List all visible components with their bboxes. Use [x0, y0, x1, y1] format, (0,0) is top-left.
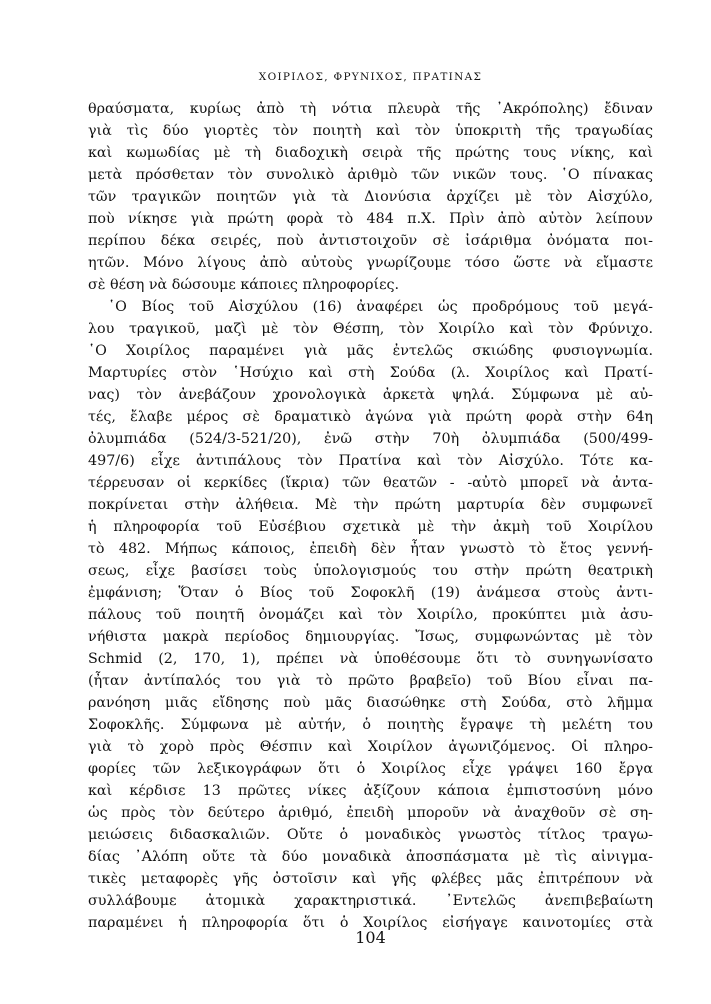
text-line: ὀλυμπιάδα (524/3-521/20), ἐνῶ στὴν 70ὴ ὀλυμπιάδα (500/499-	[88, 431, 653, 447]
text-line: ποκρίνεται στὴν ἀλήθεια. Μὲ τὴν πρώτη μαρτυρία δὲν συμφωνεῖ	[88, 497, 653, 513]
text-line: σὲ θέση νὰ δώσουμε κάποιες πληροφορίες.	[88, 277, 400, 293]
text-line: καὶ κέρδισε 13 πρῶτες νίκες ἀξίζουν κάποια ἐμπιστοσύνη μόνο	[88, 783, 653, 799]
text-line: γιὰ τὸ χορὸ πρὸς Θέσπιν καὶ Χοιρίλον ἀγωνιζόμενος. Οἱ πληρο-	[88, 739, 653, 755]
page-number: 104	[355, 928, 386, 947]
text-line: τές, ἔλαβε μέρος σὲ δραματικὸ ἀγώνα γιὰ πρώτη φορὰ στὴν 64η	[88, 409, 653, 425]
text-line: ρανόηση μιᾶς εἴδησης ποὺ μᾶς διασώθηκε στὴ Σούδα, στὸ λῆμμα	[88, 695, 653, 711]
text-line: ῾Ο Βίος τοῦ Αἰσχύλου (16) ἀναφέρει ὡς προδρόμους τοῦ μεγά-	[108, 299, 653, 315]
text-line: Schmid (2, 170, 1), πρέπει νὰ ὑποθέσουμε ὅτι τὸ συνηγωνίσατο	[88, 651, 653, 667]
body-text	[88, 98, 653, 934]
text-line: ὡς πρὸς τὸν δεύτερο ἀριθμό, ἐπειδὴ μποροῦν νὰ ἀναχθοῦν σὲ ση-	[88, 805, 653, 821]
text-line: Σοφοκλῆς. Σύμφωνα μὲ αὐτήν, ὁ ποιητὴς ἔγραψε τὴ μελέτη του	[88, 717, 653, 733]
text-line: συλλάβουμε ἀτομικὰ χαρακτηριστικά. ᾿Εντελῶς ἀνεπιβεβαίωτη	[88, 893, 653, 909]
text-line: παραμένει ἡ πληροφορία ὅτι ὁ Χοιρίλος εἰσήγαγε καινοτομίες στὰ	[88, 915, 653, 931]
text-line: νήθιστα μακρὰ περίοδος δημιουργίας. Ἴσως, συμφωνώντας μὲ τὸν	[88, 629, 653, 645]
text-line: φορίες τῶν λεξικογράφων ὅτι ὁ Χοιρίλος εἶχε γράψει 160 ἔργα	[88, 761, 653, 777]
text-line: δίας ᾿Αλόπη οὔτε τὰ δύο μοναδικὰ ἀποσπάσματα μὲ τὶς αἰνιγμα-	[88, 849, 653, 865]
text-line: ῾Ο Χοιρίλος παραμένει γιὰ μᾶς ἐντελῶς σκιώδης φυσιογνωμία.	[88, 343, 653, 359]
text-line: καὶ κωμωδίας μὲ τὴ διαδοχικὴ σειρὰ τῆς πρώτης τους νίκης, καὶ	[88, 145, 653, 161]
text-line: τικὲς μεταφορὲς γῆς ὀστοῖσιν καὶ γῆς φλέβες μᾶς ἐπιτρέπουν νὰ	[88, 871, 653, 887]
text-line: μετὰ πρόσθεταν τὸν συνολικὸ ἀριθμὸ τῶν νικῶν τους. ῾Ο πίνακας	[88, 167, 653, 183]
text-line: τὸ 482. Μήπως κάποιος, ἐπειδὴ δὲν ἦταν γνωστὸ τὸ ἔτος γεννή-	[88, 541, 653, 557]
text-line: 497/6) εἶχε ἀντιπάλους τὸν Πρατίνα καὶ τὸν Αἰσχύλο. Τότε κα-	[88, 453, 653, 469]
text-line: (ἦταν ἀντίπαλός του γιὰ τὸ πρῶτο βραβεῖο) τοῦ Βίου εἶναι πα-	[88, 673, 653, 689]
running-head: ΧΟΙΡΙΛΟΣ, ΦΡΥΝΙΧΟΣ, ΠΡΑΤΙΝΑΣ	[258, 71, 483, 83]
text-line: σεως, εἶχε βασίσει τοὺς ὑπολογισμούς του στὴν πρώτη θεατρικὴ	[88, 563, 653, 579]
text-line: πάλους τοῦ ποιητῆ ὀνομάζει καὶ τὸν Χοιρίλο, προκύπτει μιὰ ἀσυ-	[88, 607, 653, 623]
text-line: θραύσματα, κυρίως ἀπὸ τὴ νότια πλευρὰ τῆς ᾿Ακρόπολης) ἔδιναν	[88, 101, 653, 117]
text-line: Μαρτυρίες στὸν ῾Ησύχιο καὶ στὴ Σούδα (λ. Χοιρίλος καὶ Πρατί-	[88, 365, 653, 381]
text-line: γιὰ τὶς δύο γιορτὲς τὸν ποιητὴ καὶ τὸν ὑποκριτὴ τῆς τραγωδίας	[88, 123, 653, 139]
text-line: λου τραγικοῦ, μαζὶ μὲ τὸν Θέσπη, τὸν Χοιρίλο καὶ τὸν Φρύνιχο.	[88, 321, 653, 337]
text-line: περίπου δέκα σειρές, ποὺ ἀντιστοιχοῦν σὲ ἰσάριθμα ὀνόματα ποι-	[88, 233, 653, 249]
text-line: ητῶν. Μόνο λίγους ἀπὸ αὐτοὺς γνωρίζουμε τόσο ὥστε νὰ εἴμαστε	[88, 255, 653, 271]
text-line: μειώσεις διδασκαλιῶν. Οὔτε ὁ μοναδικὸς γνωστὸς τίτλος τραγω-	[88, 827, 653, 843]
text-line: ἡ πληροφορία τοῦ Εὐσέβιου σχετικὰ μὲ τὴν ἀκμὴ τοῦ Χοιρίλου	[88, 519, 653, 535]
text-line: ἐμφάνιση; Ὅταν ὁ Βίος τοῦ Σοφοκλῆ (19) ἀνάμεσα στοὺς ἀντι-	[88, 585, 653, 601]
text-line: ποὺ νίκησε γιὰ πρώτη φορὰ τὸ 484 π.Χ. Πρὶν ἀπὸ αὐτὸν λείπουν	[88, 211, 653, 227]
text-line: νας) τὸν ἀνεβάζουν χρονολογικὰ ἀρκετὰ ψηλά. Σύμφωνα μὲ αὐ-	[88, 387, 653, 403]
text-line: τέρρευσαν οἱ κερκίδες (ἴκρια) τῶν θεατῶν - -αὐτὸ μπορεῖ νὰ ἀντα-	[88, 475, 653, 491]
text-line: τῶν τραγικῶν ποιητῶν γιὰ τὰ Διονύσια ἀρχίζει μὲ τὸν Αἰσχύλο,	[88, 189, 653, 205]
